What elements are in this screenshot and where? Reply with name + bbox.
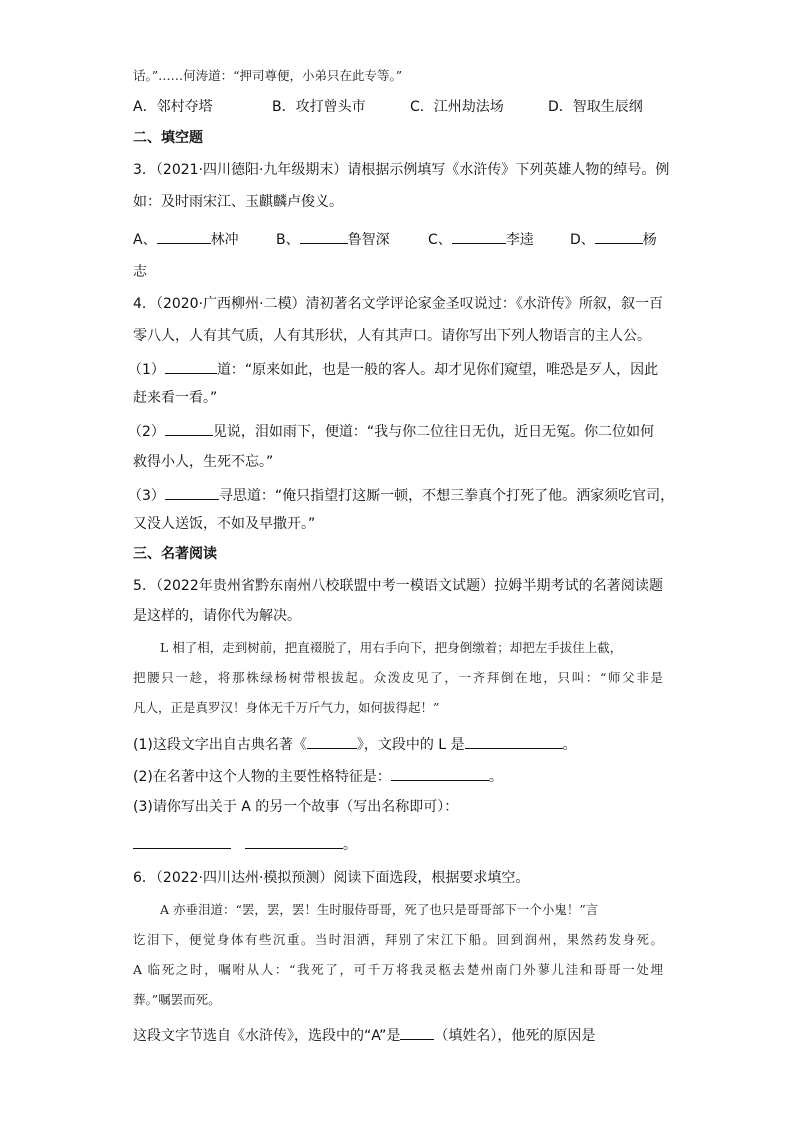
passage-line: 把腰只一趁，将那株绿杨树带根拔起。众泼皮见了，一齐拜倒在地，只叫：“师父非是 [133, 670, 663, 685]
question-5-line: 是这样的，请你代为解决。 [133, 608, 301, 624]
answer-blank[interactable] [452, 228, 506, 244]
question-5-sub-3: (3)请你写出关于 A 的另一个故事（写出名称即可）： [133, 799, 459, 815]
answer-blank[interactable] [165, 358, 217, 374]
answer-blank[interactable] [300, 228, 348, 244]
answer-blank[interactable] [595, 228, 643, 244]
passage-line: A 临死之时，嘱咐从人：“我死了，可千万将我灵柩去楚州南门外蓼儿洼和哥哥一处埋 [133, 962, 663, 977]
question-4-line: 4．（2020·广西柳州·二模）清初著名文学评论家金圣叹说过：《水浒传》所叙，叙一百 [133, 296, 663, 312]
passage-line: 葬。”嘱罢而死。 [133, 992, 221, 1007]
question-4-line: 零八人，人有其气质，人有其形状，人有其声口。请你写出下列人物语言的主人公。 [133, 328, 651, 344]
question-3-line: 3．（2021·四川德阳·九年级期末）请根据示例填写《水浒传》下列英雄人物的绰号。例 [133, 162, 670, 178]
passage-line: A 亦垂泪道：“罢，罢，罢！生时服侍哥哥，死了也只是哥哥部下一个小鬼！”言 [160, 902, 599, 917]
question-4-item-1: （1） 道：“原来如此，也是一般的客人。却才见你们窥望，唯恐是歹人，因此 [128, 358, 658, 380]
answer-blank[interactable] [307, 733, 357, 749]
question-4-item-3: （3） 寻思道：“俺只指望打这厮一顿，不想三拳真个打死了他。洒家须吃官司， [128, 484, 658, 506]
passage-line: 讫泪下，便觉身体有些沉重。当时泪洒，拜别了宋江下船。回到润州，果然药发身死。 [133, 932, 663, 947]
question-4-item-1-cont: 赶来看一看。” [133, 390, 218, 406]
answer-blank[interactable] [400, 1024, 434, 1040]
answer-blank[interactable] [391, 765, 489, 781]
question-4-item-3-cont: 又没人送饭，不如及早撒开。” [133, 516, 316, 532]
question-5-sub-3-answer: 。 [133, 833, 663, 855]
wrap-text: 志 [133, 264, 147, 280]
option-b: B．攻打曾头市 [272, 99, 366, 115]
question-4-item-2-cont: 救得小人，生死不忘。” [133, 454, 274, 470]
option-d: D．智取生辰纲 [548, 99, 643, 115]
question-5-line: 5．（2022年贵州省黔东南州八校联盟中考一模语文试题）拉姆半期考试的名著阅读题 [133, 578, 663, 594]
question-3-example: 如：及时雨宋江、玉麒麟卢俊义。 [133, 194, 343, 210]
answer-blank[interactable] [133, 833, 231, 849]
question-6-prompt: 这段文字节选自《水浒传》，选段中的“A”是 （填姓名），他死的原因是 [133, 1024, 663, 1046]
fill-item-a: A、 林冲 [133, 228, 239, 250]
answer-blank[interactable] [165, 420, 213, 436]
passage-line: 凡人，正是真罗汉！身体无千万斤气力，如何拔得起！” [133, 700, 440, 715]
text-line: 话。”……何涛道：“押司尊便，小弟只在此专等。” [133, 68, 403, 83]
answer-blank[interactable] [157, 228, 211, 244]
section-title: 三、名著阅读 [133, 546, 217, 562]
fill-item-d: D、 杨 [570, 228, 657, 250]
option-c: C．江州劫法场 [410, 99, 504, 115]
answer-blank[interactable] [465, 733, 563, 749]
question-6-line: 6．（2022·四川达州·模拟预测）阅读下面选段，根据要求填空。 [133, 870, 530, 886]
answer-blank[interactable] [245, 833, 343, 849]
section-title: 二、填空题 [133, 130, 203, 146]
option-a: A．邻村夺塔 [133, 99, 213, 115]
passage-line: L 相了相，走到树前，把直裰脱了，用右手向下，把身倒缴着；却把左手拔住上截， [160, 640, 623, 655]
question-5-sub-1: (1)这段文字出自古典名著《 》，文段中的 L 是 。 [133, 733, 663, 755]
question-5-sub-2: (2)在名著中这个人物的主要性格特征是： 。 [133, 765, 663, 787]
fill-item-c: C、 李逵 [428, 228, 534, 250]
question-4-item-2: （2） 见说，泪如雨下，便道：“我与你二位往日无仇，近日无冤。你二位如何 [128, 420, 658, 442]
answer-blank[interactable] [165, 484, 219, 500]
fill-item-b: B、 鲁智深 [276, 228, 390, 250]
